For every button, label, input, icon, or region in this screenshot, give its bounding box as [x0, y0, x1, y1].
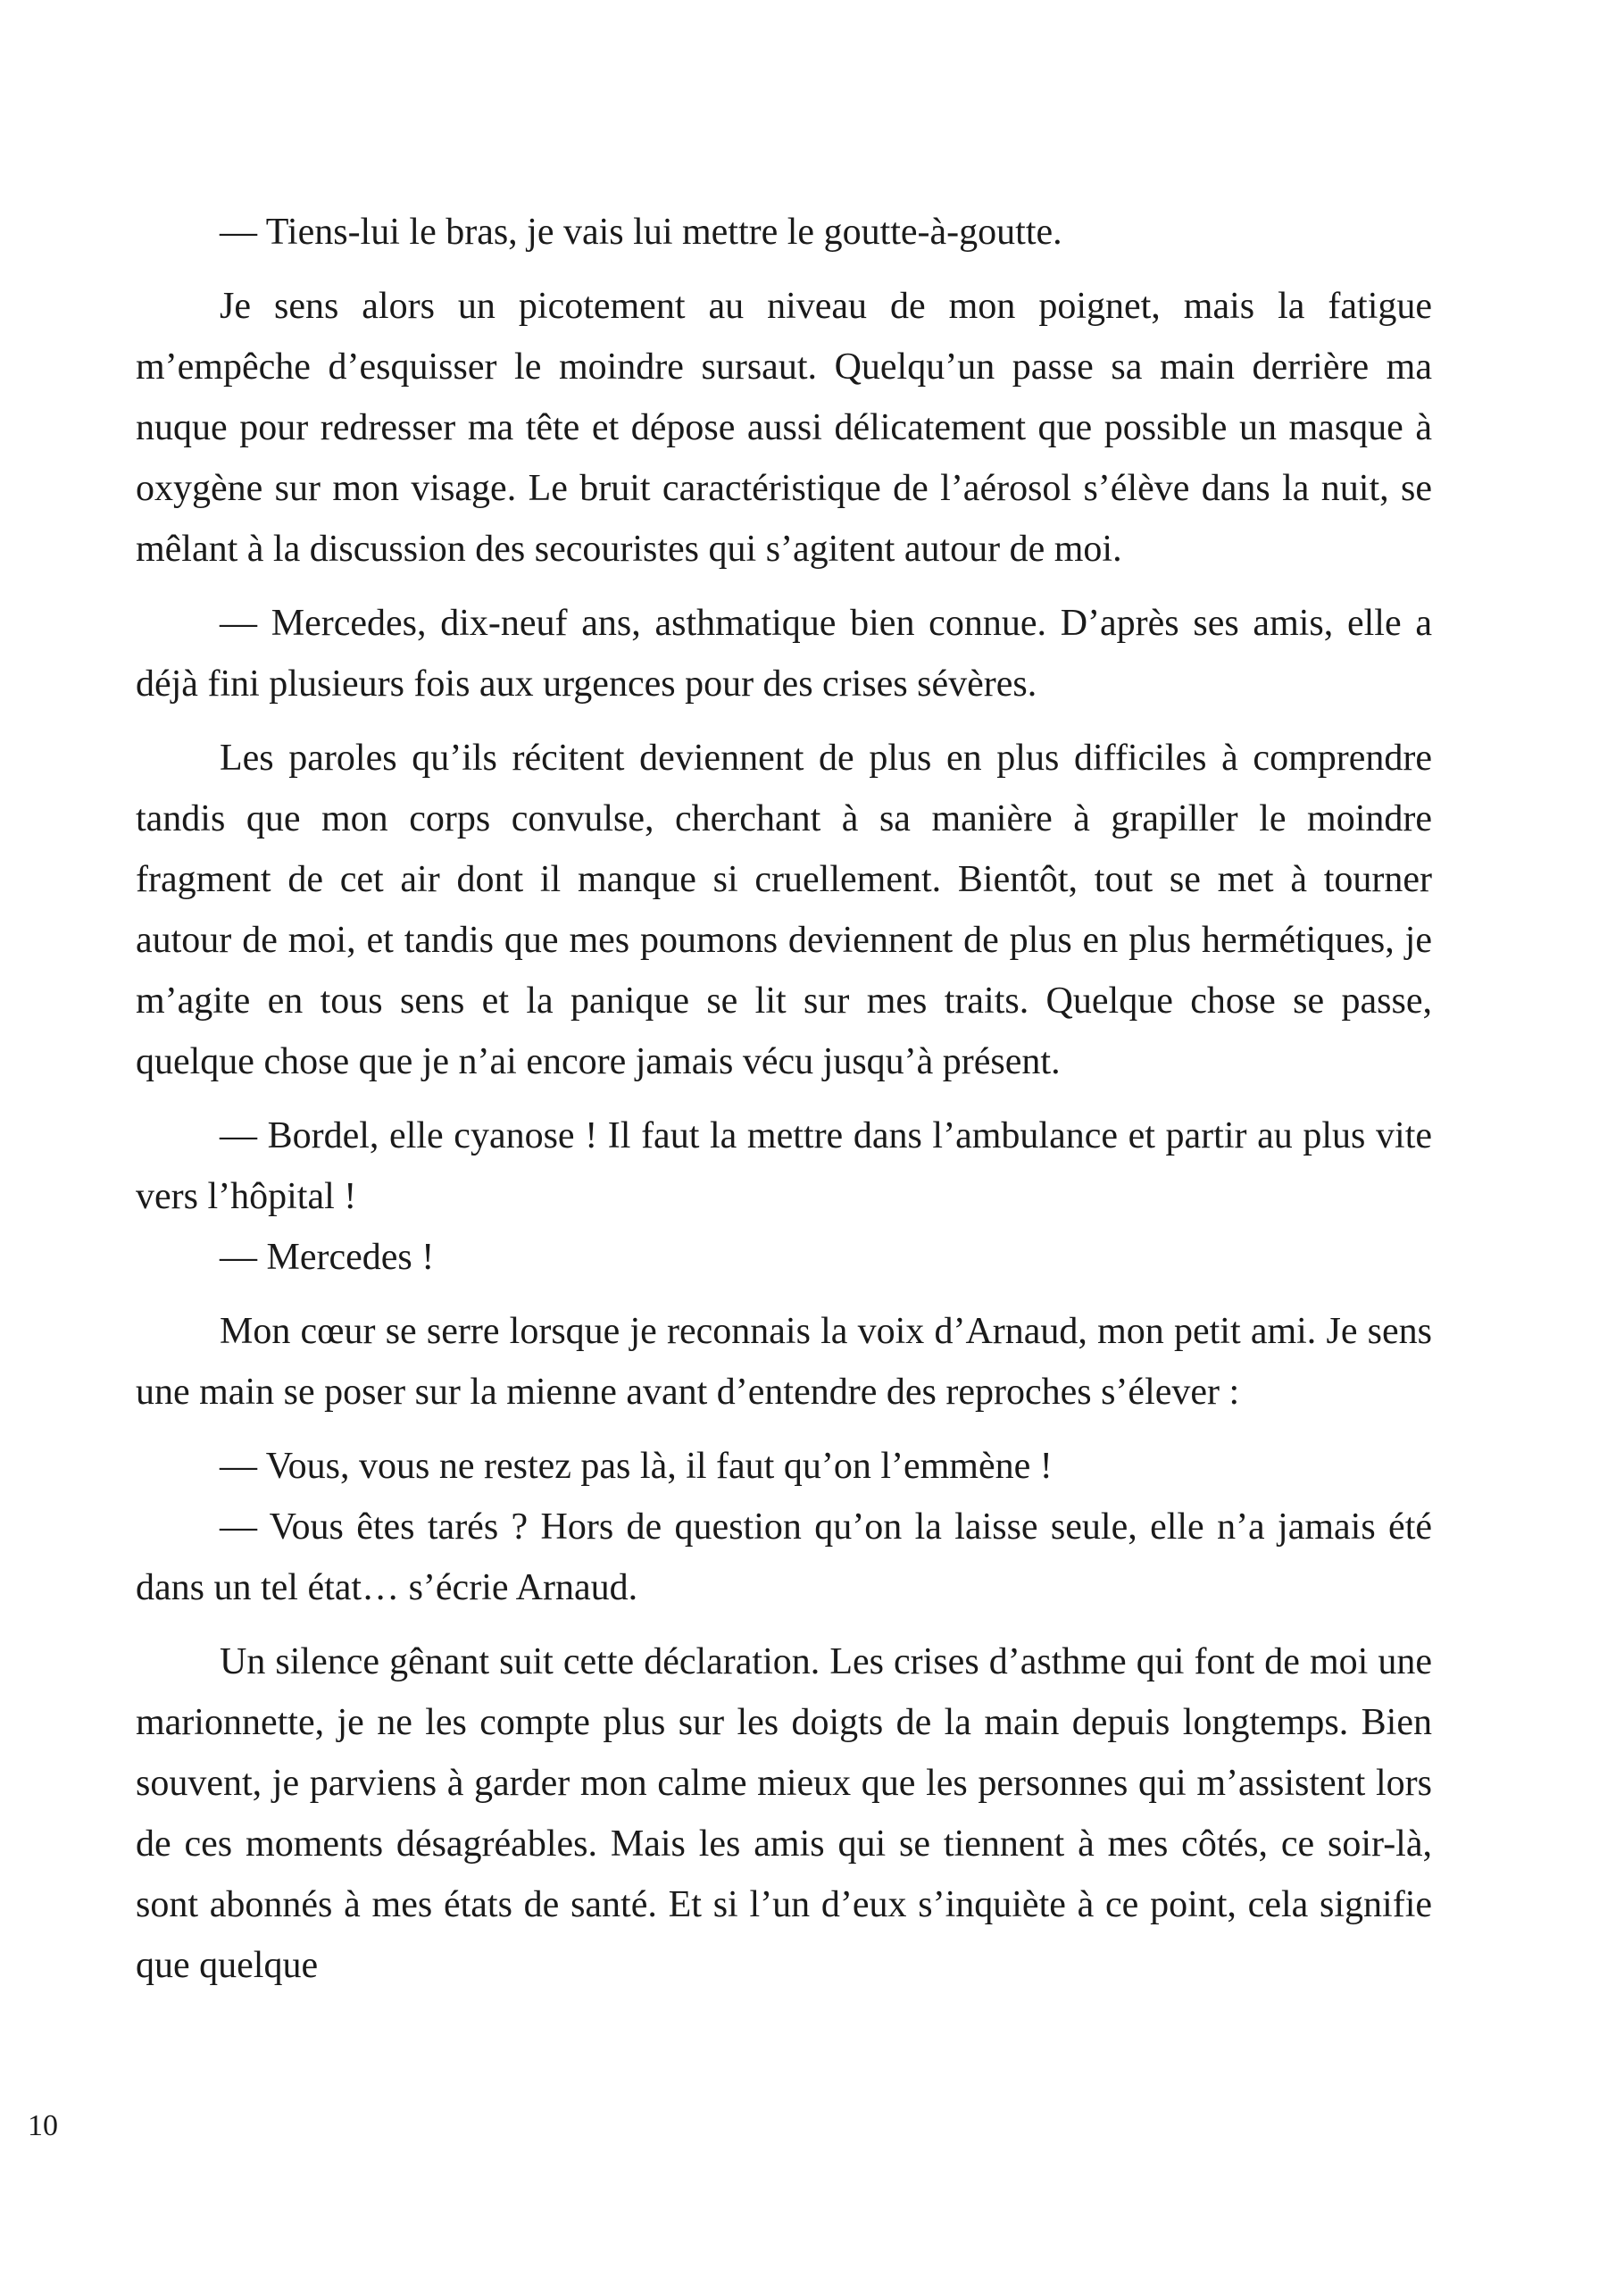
paragraph: Un silence gênant suit cette déclaration. Les crises d’asthme qui font de moi une marionnette, je ne les compte plus sur les doigts de la main depuis longtemps. Bien souvent, je parviens à garder mon calme mieux que les personnes qui m’assistent lors de ces moments désagréables. Mais les amis qui se tiennent à mes côtés, ce soir-là, sont abonnés à mes états de santé. Et si l’un d’eux s’inquiète à ce point, cela signifie que quelque [136, 1641, 1432, 1986]
paragraph-dialogue: — Bordel, elle cyanose ! Il faut la mettre dans l’ambulance et partir au plus vite vers l’hôpital ! [136, 1115, 1432, 1217]
paragraph-dialogue: — Mercedes, dix-neuf ans, asthmatique bien connue. D’après ses amis, elle a déjà fini plusieurs fois aux urgences pour des crises sévères. [136, 603, 1432, 705]
paragraph-dialogue: — Vous êtes tarés ? Hors de question qu’on la laisse seule, elle n’a jamais été dans un tel état… s’écrie Arnaud. [136, 1506, 1432, 1608]
paragraph-dialogue: — Mercedes ! [220, 1237, 435, 1278]
paragraph-dialogue: — Vous, vous ne restez pas là, il faut qu’on l’emmène ! [220, 1446, 1053, 1487]
body-text [136, 202, 1432, 1996]
page-number: 10 [28, 2109, 58, 2142]
paragraph: Les paroles qu’ils récitent deviennent de plus en plus difficiles à comprendre tandis que mon corps convulse, cherchant à sa manière à grapiller le moindre fragment de cet air dont il manque si cruellement. Bientôt, tout se met à tourner autour de moi, et tandis que mes poumons deviennent de plus en plus hermétiques, je m’agite en tous sens et la panique se lit sur mes traits. Quelque chose se passe, quelque chose que je n’ai encore jamais vécu jusqu’à présent. [136, 738, 1432, 1082]
paragraph: Je sens alors un picotement au niveau de mon poignet, mais la fatigue m’empêche d’esquisser le moindre sursaut. Quelqu’un passe sa main derrière ma nuque pour redresser ma tête et dépose aussi délicatement que possible un masque à oxygène sur mon visage. Le bruit caractéristique de l’aérosol s’élève dans la nuit, se mêlant à la discussion des secouristes qui s’agitent autour de moi. [136, 286, 1432, 570]
paragraph-dialogue: — Tiens-lui le bras, je vais lui mettre le goutte-à-goutte. [220, 212, 1062, 253]
paragraph: Mon cœur se serre lorsque je reconnais la voix d’Arnaud, mon petit ami. Je sens une main se poser sur la mienne avant d’entendre des reproches s’élever : [136, 1311, 1432, 1413]
